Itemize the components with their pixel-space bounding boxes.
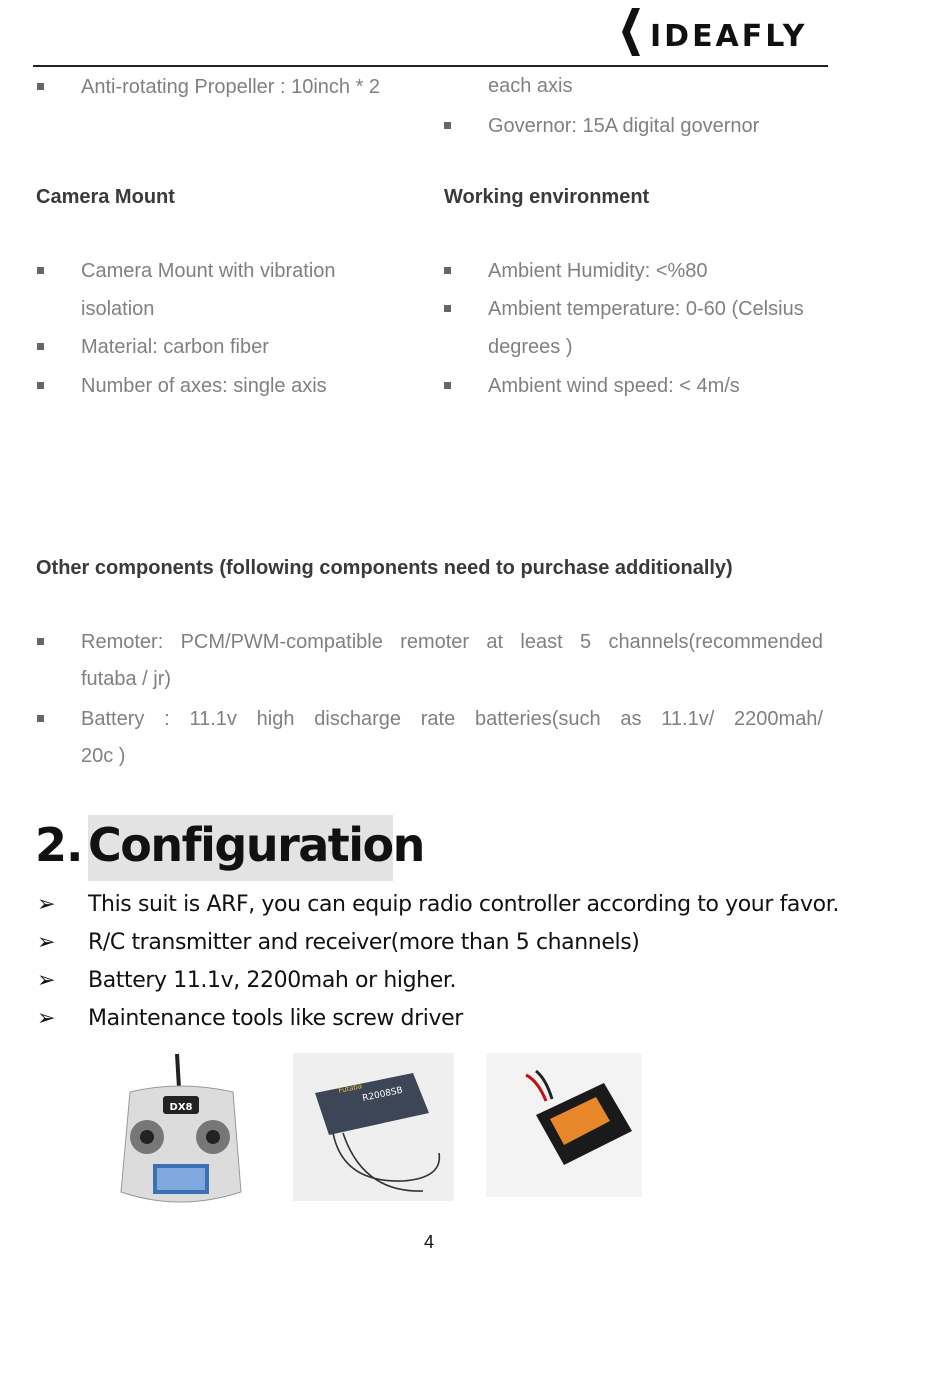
square-bullet-icon <box>37 715 44 722</box>
list-item: Ambient Humidity: <%80 <box>444 252 864 290</box>
square-bullet-icon <box>444 267 451 274</box>
arrow-bullet-icon: ➢ <box>37 1006 56 1031</box>
battery-text-line-2: 20c ) <box>81 745 126 767</box>
svg-text:Futaba: Futaba <box>337 1082 363 1095</box>
list-item: Ambient wind speed: < 4m/s <box>444 367 864 405</box>
square-bullet-icon <box>37 382 44 389</box>
arrow-bullet-icon: ➢ <box>37 892 56 917</box>
other-components-heading: Other components (following components need to purchase additionally) <box>36 557 733 579</box>
ideafly-logo <box>618 2 824 62</box>
section-number: 2. <box>35 818 83 872</box>
ideafly-logo-icon <box>618 2 824 62</box>
section-title: Configuration <box>88 818 424 872</box>
list-item <box>37 68 417 106</box>
remoter-text-line-2: futaba / jr) <box>81 668 172 690</box>
camera-mount-heading: Camera Mount <box>36 186 175 208</box>
battery-text-line-1: Battery : 11.1v high discharge rate batteries(such as 11.1v/ 2200mah/ <box>81 708 823 730</box>
square-bullet-icon <box>37 343 44 350</box>
list-item: Camera Mount with vibration isolation <box>37 252 417 328</box>
arrow-bullet-icon: ➢ <box>37 968 56 993</box>
header-rule <box>33 65 828 67</box>
square-bullet-icon <box>444 382 451 389</box>
governor-text: Governor: 15A digital governor <box>488 115 760 137</box>
rc-transmitter-image <box>115 1052 245 1212</box>
list-item <box>444 107 844 145</box>
square-bullet-icon <box>37 83 44 90</box>
continuation-text: each axis <box>488 75 573 97</box>
svg-text:R2008SB: R2008SB <box>361 1085 404 1104</box>
square-bullet-icon <box>37 267 44 274</box>
square-bullet-icon <box>37 638 44 645</box>
page-number: 4 <box>424 1232 435 1252</box>
arrow-bullet-icon: ➢ <box>37 930 56 955</box>
square-bullet-icon <box>444 122 451 129</box>
list-item: Ambient temperature: 0-60 (Celsius degrees ) <box>444 290 864 366</box>
rc-receiver-image <box>293 1053 454 1201</box>
propeller-text: Anti-rotating Propeller : 10inch * 2 <box>81 76 381 98</box>
remoter-text-line-1: Remoter: PCM/PWM-compatible remoter at least 5 channels(recommended <box>81 631 823 653</box>
list-item: Number of axes: single axis <box>37 367 417 405</box>
working-environment-heading: Working environment <box>444 186 650 208</box>
list-item: Material: carbon fiber <box>37 328 417 366</box>
battery-image <box>486 1053 642 1197</box>
logo-text: IDEAFLY <box>650 19 808 54</box>
svg-text:DX8: DX8 <box>169 1102 193 1113</box>
square-bullet-icon <box>444 305 451 312</box>
